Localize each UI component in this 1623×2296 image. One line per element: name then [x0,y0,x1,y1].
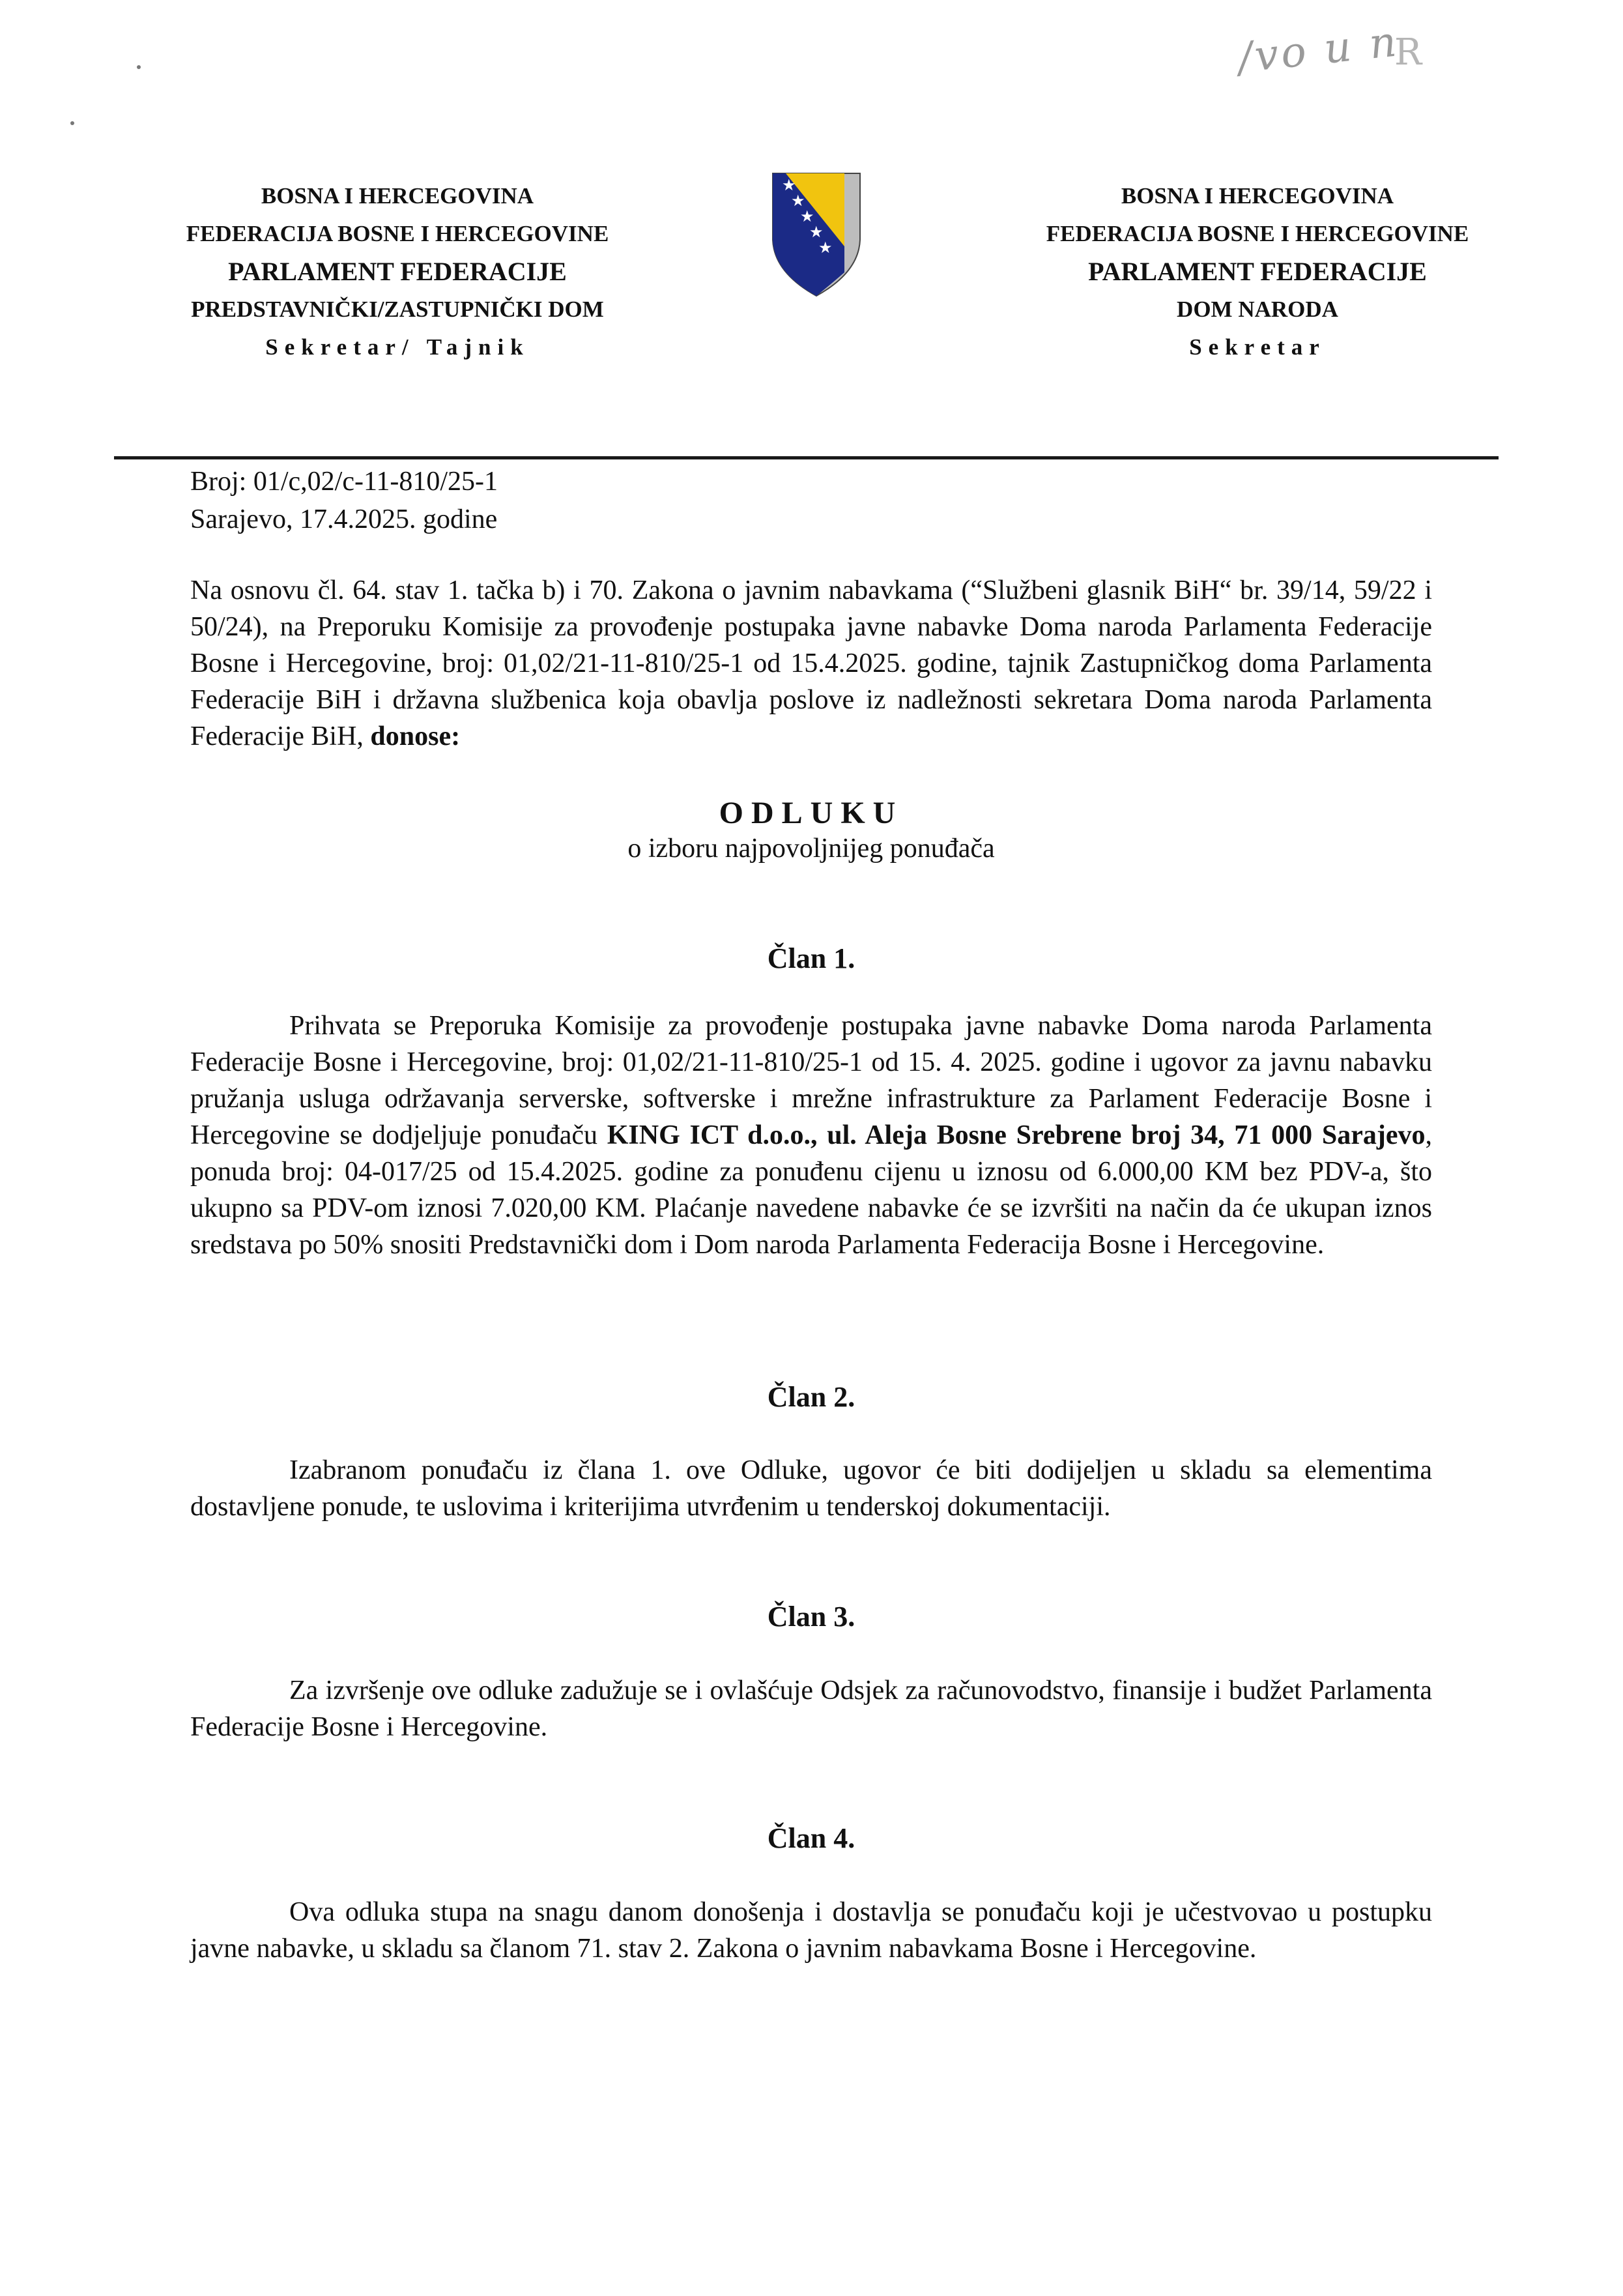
header-left-line4: PREDSTAVNIČKI/ZASTUPNIČKI DOM [191,297,604,322]
svg-text:★: ★ [809,223,824,241]
article-2-text: Izabranom ponuđaču iz člana 1. ove Odluke, ugovor će biti dodijeljen u skladu sa elementima dostavljene ponude, te uslovima i kriterijima utvrđenim u tenderskoj dokumentaciji. [190,1455,1432,1522]
header-right-line3: PARLAMENT FEDERACIJE [1088,257,1427,286]
article-1-bold: KING ICT d.o.o., ul. Aleja Bosne Srebrene broj 34, 71 000 Sarajevo [607,1120,1426,1150]
header-left-line1: BOSNA I HERCEGOVINA [261,183,534,209]
header-right-line4: DOM NARODA [1177,297,1338,322]
article-1-text-a: Prihvata se Preporuka Komisije za provođenje postupaka javne nabavke Doma naroda Parlamenta Federacije Bosne i Hercegovine, broj: 01,02/21-11-810/25-1 od 15. 4. 2025. godine i ugovor za javnu nabavku pružanja usluga održavanja serverske, softverske i mrežne infrastrukture za Parlament Federacije Bosne i Hercegovine se dodjeljuje ponuđaču [190,1011,1432,1150]
article-2-heading: Član 2. [767,1381,855,1413]
article-4-heading: Član 4. [767,1822,855,1854]
article-4-text: Ova odluka stupa na snagu danom donošenja i dostavlja se ponuđaču koji je učestvovao u postupku javne nabavke, u skladu sa članom 71. stav 2. Zakona o javnim nabavkama Bosne i Hercegovine. [190,1897,1432,1964]
header-left-line5: Sekretar/ Tajnik [265,334,530,360]
svg-text:★: ★ [791,192,805,210]
document-number: Broj: 01/c,02/c-11-810/25-1 [190,467,498,497]
header-left-line3: PARLAMENT FEDERACIJE [228,257,567,286]
handwritten-note: /vo u n [1235,18,1401,83]
article-3-heading: Član 3. [767,1601,855,1633]
header-right-line2: FEDERACIJA BOSNE I HERCEGOVINE [1046,221,1469,246]
header-right [977,177,1538,366]
header-left-line2: FEDERACIJA BOSNE I HERCEGOVINE [186,221,609,246]
article-3-text: Za izvršenje ove odluke zadužuje se i ovlašćuje Odsjek za računovodstvo, finansije i budžet Parlamenta Federacije Bosne i Hercegovine. [190,1676,1432,1742]
header-right-line1: BOSNA I HERCEGOVINA [1121,183,1394,209]
corner-mark: R [1394,31,1422,74]
svg-text:★: ★ [800,207,814,225]
preamble [190,572,1432,755]
svg-text:★: ★ [782,176,796,194]
document-meta [190,463,498,538]
article-1-heading: Član 1. [767,942,855,974]
scan-speck [70,121,74,125]
header-right-line5: Sekretar [1189,334,1326,360]
preamble-text: Na osnovu čl. 64. stav 1. tačka b) i 70. Zakona o javnim nabavkama (“Službeni glasnik BiH“ br. 39/14, 59/22 i 50/24), na Preporuku Komisije za provođenje postupaka javne nabavke Doma naroda Parlamenta Federacije Bosne i Hercegovine, broj: 01,02/21-11-810/25-1 od 15.4.2025. godine, tajnik Zastupničkog doma Parlamenta Federacije BiH i državna službenica koja obavlja poslove iz nadležnosti sekretara Doma naroda Parlamenta Federacije BiH, [190,575,1432,751]
coat-of-arms-icon [768,168,865,298]
decision-title: ODLUKU [719,796,904,830]
header-divider [114,456,1499,459]
scan-speck [137,65,141,69]
decision-subtitle: o izboru najpovoljnijeg ponuđača [627,834,995,864]
article-1-text-b: , ponuda broj: 04-017/25 od 15.4.2025. godine za ponuđenu cijenu u iznosu od 6.000,00 KM bez PDV-a, što ukupno sa PDV-om iznosi 7.020,00 KM. Plaćanje navedene nabavke će se izvršiti na način da će ukupan iznos sredstava po 50% snositi Predstavnički dom i Dom naroda Parlamenta Federacija Bosne i Hercegovine. [190,1120,1433,1260]
document-place-date: Sarajevo, 17.4.2025. godine [190,504,498,534]
svg-text:★: ★ [818,239,833,257]
article-1-text [190,1008,1432,1263]
preamble-bold-end: donose: [370,721,461,751]
header-left [137,177,658,366]
